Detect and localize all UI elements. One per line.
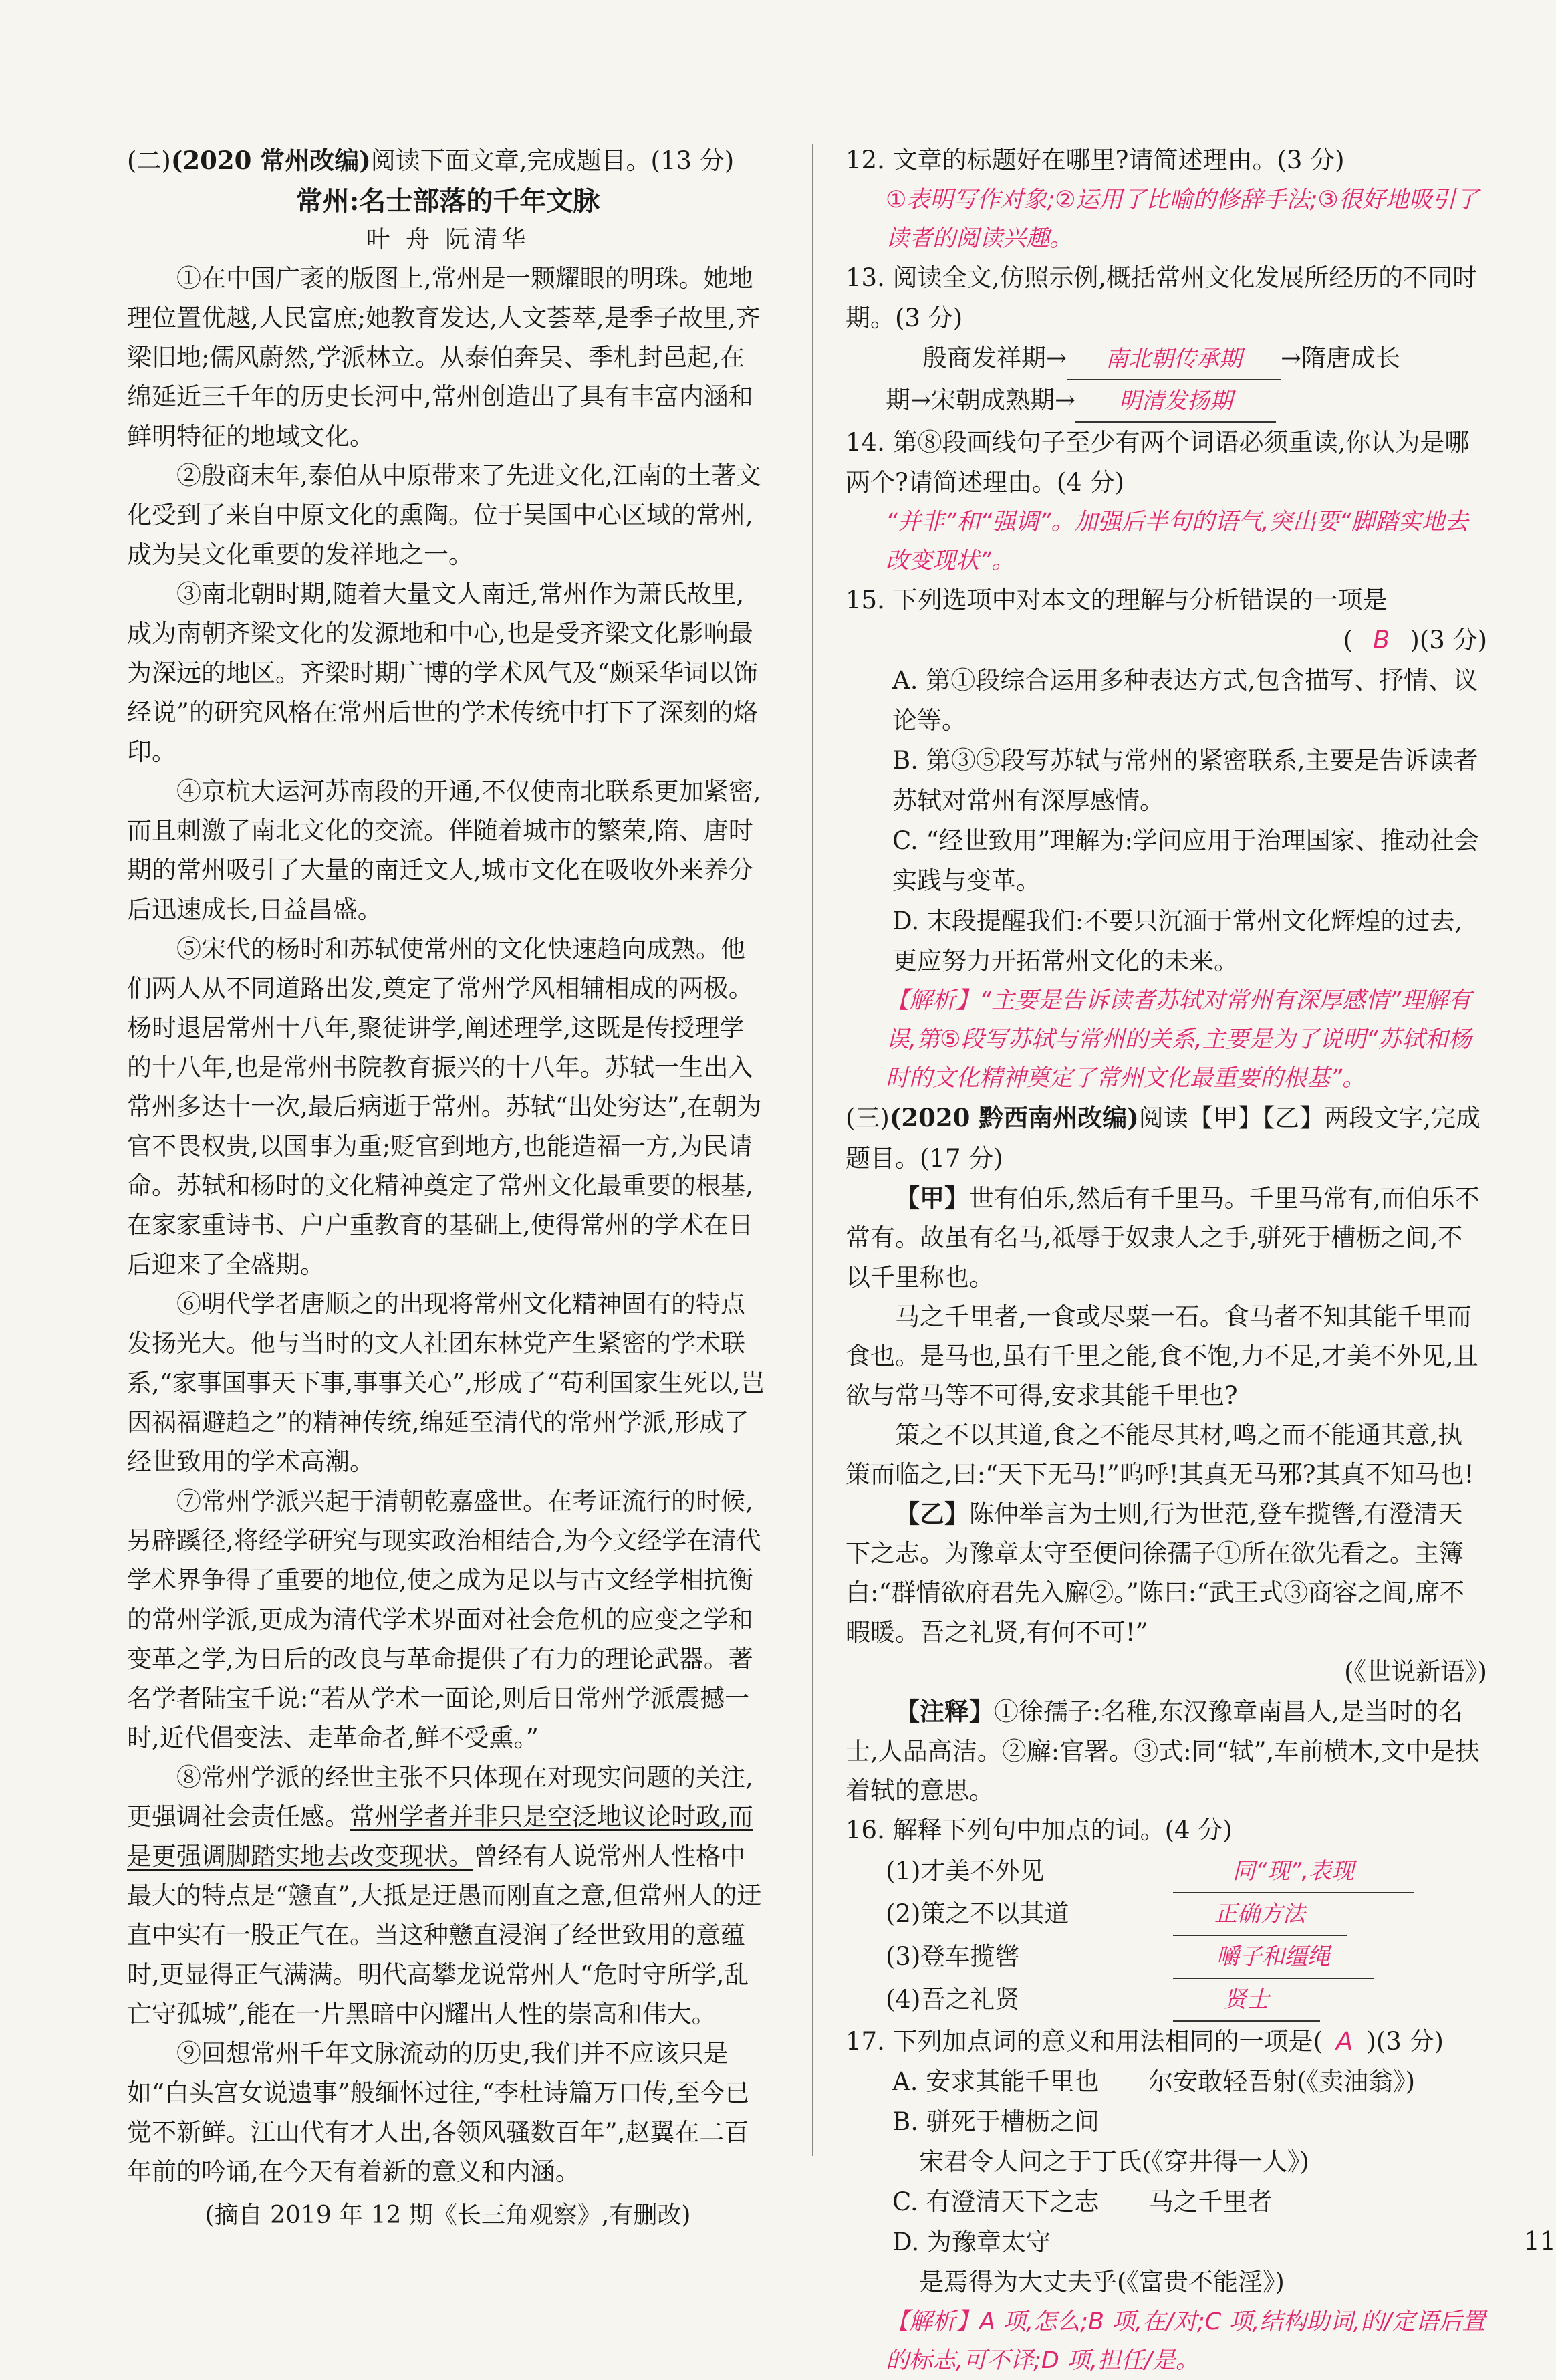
right-column: [846, 140, 1487, 2380]
question-13: 13. 阅读全文,仿照示例,概括常州文化发展所经历的不同时期。(3 分): [846, 263, 1478, 332]
answer-17-choice: A: [1336, 2027, 1353, 2056]
paragraph-5: ⑤宋代的杨时和苏轼使常州的文化快速趋向成熟。他们两人从不同道路出发,奠定了常州学风相辅相成的两极。杨时退居常州十八年,聚徒讲学,阐述理学,这既是传授理学的十八年,也是常州书院教育振兴的十八年。苏轼一生出入常州多达十一次,最后病逝于常州。苏轼“出处穷达”,在朝为官不畏权贵,以国事为重;贬官到地方,也能造福一方,为民请命。苏轼和杨时的文化精神奠定了常州文化最重要的根基,在家家重诗书、户户重教育的基础上,使得常州的学术在日后迎来了全盛期。: [127, 935, 762, 1279]
question-16-item-1: (1)才美不外见 同“现”,表现: [886, 1851, 1487, 1893]
answer-16-2: 正确方法: [1173, 1893, 1347, 1936]
option-15-c: C. “经世致用”理解为:学问应用于治理国家、推动社会实践与变革。: [892, 826, 1479, 895]
option-17-c: C. 有澄清天下之志 马之千里者: [892, 2187, 1273, 2216]
notes: 【注释】①徐孺子:名稚,东汉豫章南昌人,是当时的名士,人品高洁。②廨:官署。③式:同“轼”,车前横木,文中是扶着轼的意思。: [846, 1697, 1480, 1805]
analysis-17: 【解析】A 项,怎么;B 项,在/对;C 项,结构助词,的/定语后置的标志,可不译;D 项,担任/是。: [886, 2308, 1486, 2374]
answer-16-1: 同“现”,表现: [1173, 1851, 1414, 1893]
question-16: 16. 解释下列句中加点的词。(4 分): [846, 1816, 1233, 1844]
column-divider: [812, 144, 813, 2156]
option-17-d: D. 为豫章太守: [892, 2228, 1051, 2256]
paragraph-2: ②殷商末年,泰伯从中原带来了先进文化,江南的土著文化受到了来自中原文化的熏陶。位于吴国中心区域的常州,成为吴文化重要的发祥地之一。: [127, 461, 761, 569]
option-17-b: B. 骈死于槽枥之间: [892, 2107, 1099, 2136]
analysis-15: 【解析】“主要是告诉读者苏轼对常州有深厚感情”理解有误,第⑤段写苏轼与常州的关系,主要是为了说明“苏轼和杨时的文化精神奠定了常州文化最重要的根基”。: [886, 987, 1472, 1092]
answer-15-choice: B: [1373, 626, 1390, 654]
left-column: [127, 140, 769, 2236]
paragraph-3: ③南北朝时期,随着大量文人南迁,常州作为萧氏故里,成为南朝齐梁文化的发源地和中心,也是受齐梁文化影响最为深远的地区。齐梁时期广博的学术风气及“颇采华词以饰经说”的研究风格在常州后世的学术传统中打下了深刻的烙印。: [127, 580, 758, 766]
article-authors: 叶 舟 阮清华: [366, 226, 530, 253]
question-16-item-4: (4)吾之礼贤 贤士: [886, 1979, 1487, 2022]
answer-13-blank-1: 南北朝传承期: [1067, 339, 1281, 380]
question-16-item-3: (3)登车揽辔 嚼子和缰绳: [886, 1936, 1487, 1979]
question-15: 15. 下列选项中对本文的理解与分析错误的一项是: [846, 586, 1388, 614]
jia-paragraph-3: 策之不以其道,食之不能尽其材,鸣之而不能通其意,执策而临之,曰:“天下无马!”呜呼!其真无马邪?其真不知马也!: [846, 1421, 1474, 1489]
question-12: 12. 文章的标题好在哪里?请简述理由。(3 分): [846, 146, 1345, 174]
option-15-d: D. 末段提醒我们:不要只沉湎于常州文化辉煌的过去,更应努力开拓常州文化的未来。: [892, 907, 1463, 975]
answer-13-blank-2: 明清发扬期: [1075, 381, 1276, 423]
answer-14: “并非”和“强调”。加强后半句的语气,突出要“脚踏实地去改变现状”。: [886, 509, 1468, 574]
option-15-a: A. 第①段综合运用多种表达方式,包含描写、抒情、议论等。: [892, 666, 1478, 735]
question-16-item-2: (2)策之不以其道 正确方法: [886, 1893, 1487, 1936]
article-title: 常州:名士部落的千年文脉: [295, 185, 600, 217]
question-17: 17. 下列加点词的意义和用法相同的一项是( A )(3 分): [846, 2027, 1444, 2056]
answer-12: ①表明写作对象;②运用了比喻的修辞手法;③很好地吸引了读者的阅读兴趣。: [886, 187, 1479, 252]
answer-16-4: 贤士: [1173, 1979, 1320, 2022]
article-source: (摘自 2019 年 12 期《长三角观察》,有删改): [205, 2202, 691, 2229]
option-17-b-2: 宋君令人问之于丁氏(《穿井得一人》): [919, 2147, 1309, 2176]
question-15-choice: ( B )(3 分): [1343, 626, 1487, 654]
option-17-d-2: 是焉得为大丈夫乎(《富贵不能淫》): [919, 2268, 1285, 2296]
question-13-line-2: 期→宋朝成熟期→ 明清发扬期: [886, 380, 1487, 423]
paragraph-7: ⑦常州学派兴起于清朝乾嘉盛世。在考证流行的时候,另辟蹊径,将经学研究与现实政治相结合,为今文经学在清代学术界争得了重要的地位,使之成为足以与古文经学相抗衡的常州学派,更成为清代学术界面对社会危机的应变之学和变革之学,为日后的改良与革命提供了有力的理论武器。著名学者陆宝千说:“若从学术一面论,则后日常州学派震撼一时,近代倡变法、走革命者,鲜不受熏。”: [127, 1487, 761, 1752]
page-number: 11: [1523, 2226, 1556, 2256]
paragraph-4: ④京杭大运河苏南段的开通,不仅使南北联系更加紧密,而且刺激了南北文化的交流。伴随着城市的繁荣,隋、唐时期的常州吸引了大量的南迁文人,城市文化在吸收外来养分后迅速成长,日益昌盛。: [127, 777, 761, 924]
jia-paragraph-1: 【甲】世有伯乐,然后有千里马。千里马常有,而伯乐不常有。故虽有名马,祗辱于奴隶人之手,骈死于槽枥之间,不以千里称也。: [846, 1183, 1480, 1292]
paragraph-9: ⑨回想常州千年文脉流动的历史,我们并不应该只是如“白头宫女说遗事”般缅怀过往,“李杜诗篇万口传,至今已觉不新鲜。江山代有才人出,各领风骚数百年”,赵翼在二百年前的吟诵,在今天有着新的意义和内涵。: [127, 2039, 750, 2186]
paragraph-8: ⑧常州学派的经世主张不只体现在对现实问题的关注,更强调社会责任感。常州学者并非只是空泛地议论时政,而是更强调脚踏实地去改变现状。曾经有人说常州人性格中最大的特点是“戆直”,大抵是迂愚而刚直之意,但常州人的迂直中实有一股正气在。当这种戆直浸润了经世致用的意蕴时,更显得正气满满。明代高攀龙说常州人“危时守所学,乱亡守孤城”,能在一片黑暗中闪耀出人性的崇高和伟大。: [127, 1763, 762, 2028]
question-14: 14. 第⑧段画线句子至少有两个词语必须重读,你认为是哪两个?请简述理由。(4 分): [846, 428, 1470, 497]
option-15-b: B. 第③⑤段写苏轼与常州的紧密联系,主要是告诉读者苏轼对常州有深厚感情。: [892, 746, 1478, 815]
option-17-a: A. 安求其能千里也 尔安敢轻吾射(《卖油翁》): [892, 2067, 1416, 2096]
paragraph-1: ①在中国广袤的版图上,常州是一颗耀眼的明珠。她地理位置优越,人民富庶;她教育发达,人文荟萃,是季子故里,齐梁旧地;儒风蔚然,学派林立。从泰伯奔吴、季札封邑起,在绵延近三千年的历史长河中,常州创造出了具有丰富内涵和鲜明特征的地域文化。: [127, 264, 761, 451]
section-2-header: (二)(2020 常州改编)阅读下面文章,完成题目。(13 分): [127, 146, 735, 175]
paragraph-6: ⑥明代学者唐顺之的出现将常州文化精神固有的特点发扬光大。他与当时的文人社团东林党产生紧密的学术联系,“家事国事天下事,事事关心”,形成了“苟利国家生死以,岂因祸福避趋之”的精神传统,绵延至清代的常州学派,形成了经世致用的学术高潮。: [127, 1290, 765, 1476]
yi-source: (《世说新语》): [1344, 1657, 1487, 1686]
underlined-sentence: 常州学者并非只是空泛地议论时政,而是更强调脚踏实地去改变现状。: [127, 1802, 753, 1871]
jia-paragraph-2: 马之千里者,一食或尽粟一石。食马者不知其能千里而食也。是马也,虽有千里之能,食不饱,力不足,才美不外见,且欲与常马等不可得,安求其能千里也?: [846, 1302, 1478, 1410]
question-13-line-1: 殷商发祥期→ 南北朝传承期 →隋唐成长: [922, 338, 1487, 380]
yi-paragraph: 【乙】陈仲举言为士则,行为世范,登车揽辔,有澄清天下之志。为豫章太守至便问徐孺子①所在欲先看之。主簿白:“群情欲府君先入廨②。”陈曰:“武王式③商容之闾,席不暇暖。吾之礼贤,有何不可!”: [846, 1499, 1464, 1647]
answer-16-3: 嚼子和缰绳: [1173, 1936, 1374, 1979]
section-3-header: (三)(2020 黔西南州改编)阅读【甲】【乙】两段文字,完成题目。(17 分): [846, 1103, 1481, 1173]
